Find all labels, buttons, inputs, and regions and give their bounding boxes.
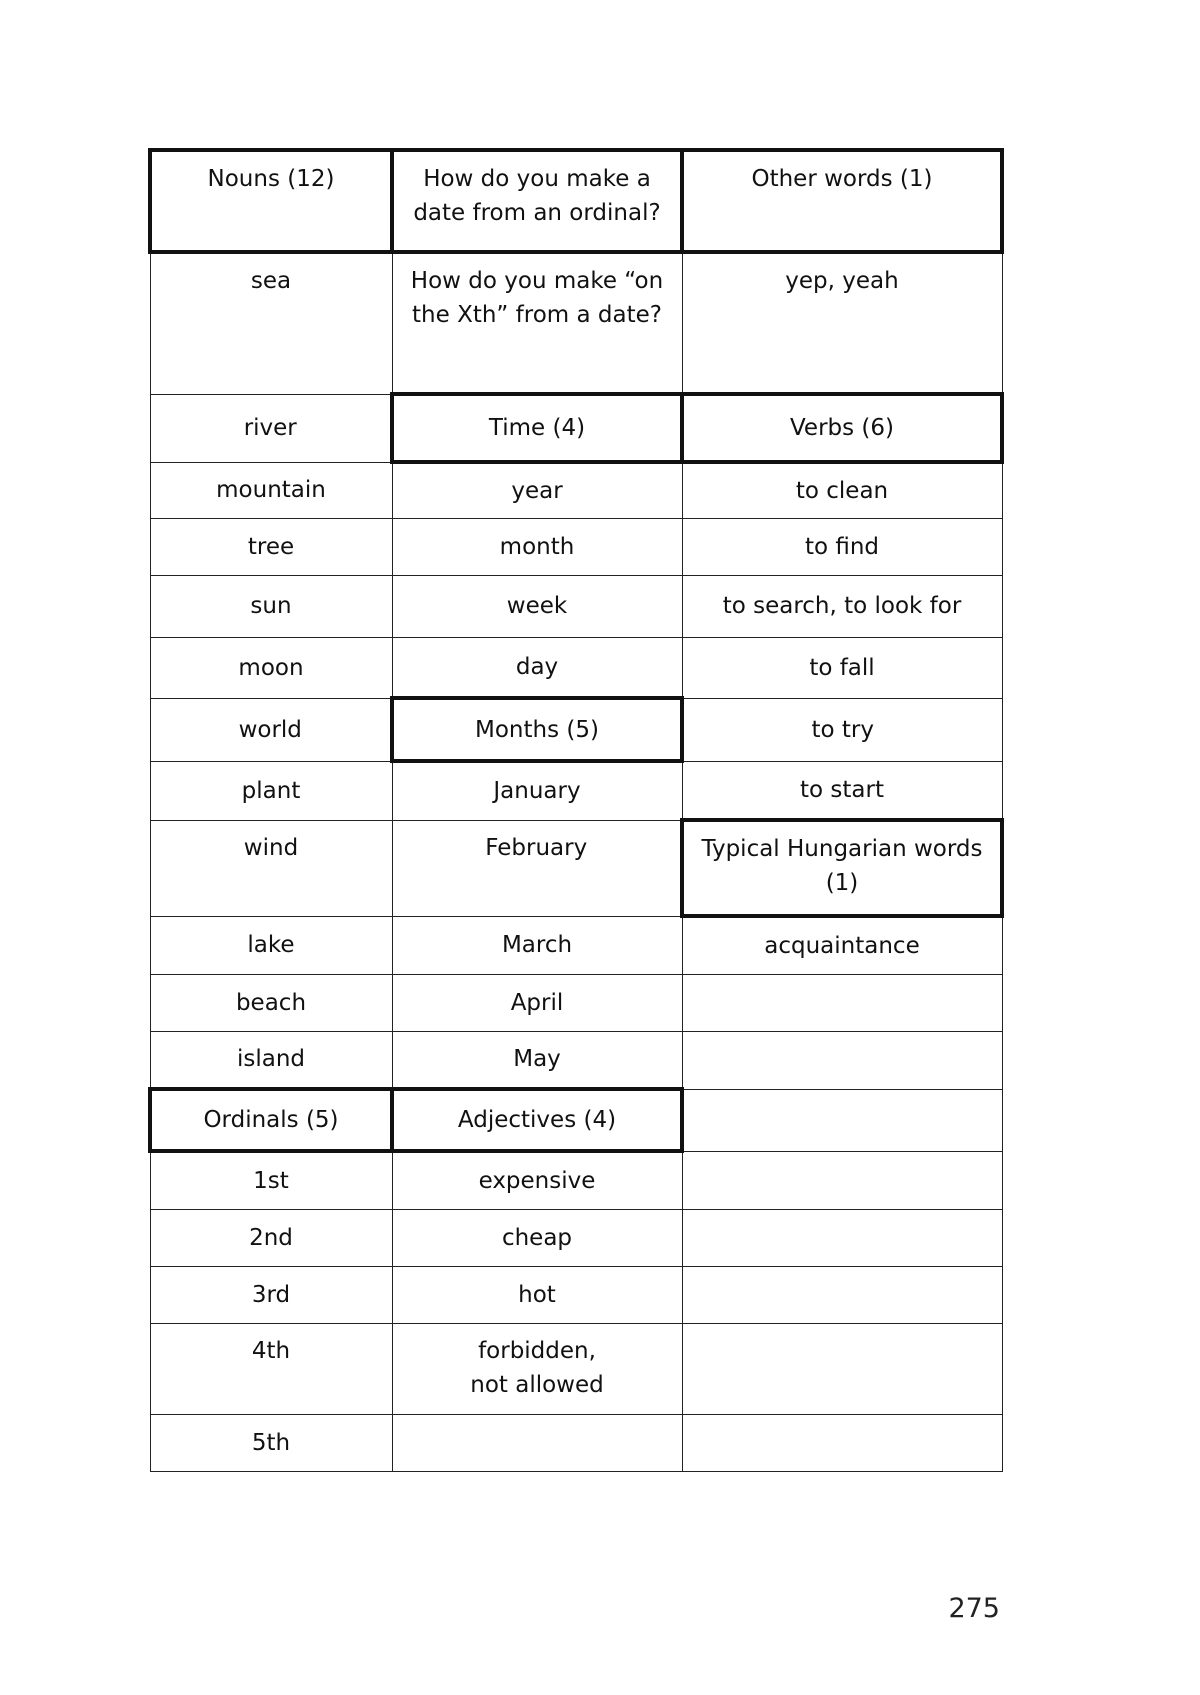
noun-cell: plant: [150, 761, 392, 820]
noun-cell: sun: [150, 575, 392, 637]
typical-hungarian-cell: acquaintance: [682, 916, 1002, 974]
adjective-cell: cheap: [392, 1209, 682, 1266]
month-cell: May: [392, 1031, 682, 1089]
adjectives-heading: Adjectives (4): [392, 1089, 682, 1151]
ordinal-cell: 4th: [150, 1323, 392, 1414]
vocabulary-table: [148, 148, 1004, 1472]
noun-cell: beach: [150, 974, 392, 1031]
date-question-heading: How do you make a date from an ordinal?: [392, 150, 682, 252]
empty-cell: [682, 1266, 1002, 1323]
empty-cell: [682, 974, 1002, 1031]
time-heading: Time (4): [392, 394, 682, 462]
time-cell: month: [392, 518, 682, 575]
verb-cell: to search, to look for: [682, 575, 1002, 637]
month-cell: April: [392, 974, 682, 1031]
verb-cell: to fall: [682, 637, 1002, 698]
noun-cell: sea: [150, 252, 392, 394]
empty-cell: [682, 1151, 1002, 1209]
ordinal-cell: 1st: [150, 1151, 392, 1209]
noun-cell: mountain: [150, 462, 392, 518]
empty-cell: [682, 1089, 1002, 1151]
noun-cell: world: [150, 698, 392, 761]
empty-cell: [682, 1031, 1002, 1089]
noun-cell: tree: [150, 518, 392, 575]
time-cell: week: [392, 575, 682, 637]
other-words-heading: Other words (1): [682, 150, 1002, 252]
verb-cell: to clean: [682, 462, 1002, 518]
noun-cell: river: [150, 394, 392, 462]
month-cell: March: [392, 916, 682, 974]
adjective-cell: expensive: [392, 1151, 682, 1209]
months-heading: Months (5): [392, 698, 682, 761]
adjective-cell: hot: [392, 1266, 682, 1323]
on-question-cell: How do you make “on the Xth” from a date?: [392, 252, 682, 394]
month-cell: January: [392, 761, 682, 820]
empty-cell: [682, 1414, 1002, 1471]
verb-cell: to find: [682, 518, 1002, 575]
ordinal-cell: 5th: [150, 1414, 392, 1471]
noun-cell: moon: [150, 637, 392, 698]
adjective-cell: forbidden, not allowed: [392, 1323, 682, 1414]
page-number: 275: [948, 1593, 1000, 1624]
empty-cell: [682, 1209, 1002, 1266]
verb-cell: to start: [682, 761, 1002, 820]
empty-cell: [392, 1414, 682, 1471]
noun-cell: wind: [150, 820, 392, 916]
verbs-heading: Verbs (6): [682, 394, 1002, 462]
verb-cell: to try: [682, 698, 1002, 761]
typical-hungarian-heading: Typical Hungarian words (1): [682, 820, 1002, 916]
noun-cell: lake: [150, 916, 392, 974]
noun-cell: island: [150, 1031, 392, 1089]
ordinals-heading: Ordinals (5): [150, 1089, 392, 1151]
month-cell: February: [392, 820, 682, 916]
time-cell: day: [392, 637, 682, 698]
other-word-cell: yep, yeah: [682, 252, 1002, 394]
empty-cell: [682, 1323, 1002, 1414]
ordinal-cell: 3rd: [150, 1266, 392, 1323]
ordinal-cell: 2nd: [150, 1209, 392, 1266]
nouns-heading: Nouns (12): [150, 150, 392, 252]
time-cell: year: [392, 462, 682, 518]
